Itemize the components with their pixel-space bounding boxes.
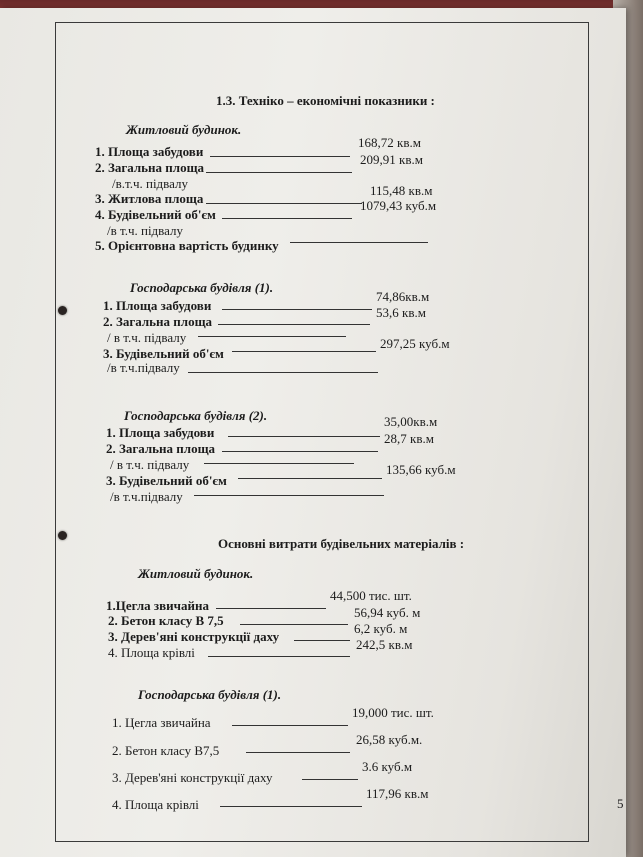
row-value: 35,00кв.м	[384, 414, 438, 429]
section-title: Основні витрати будівельних матеріалів :	[218, 536, 465, 551]
fill-line	[232, 351, 376, 352]
row-label: 2. Загальна площа	[103, 314, 213, 329]
fill-line	[222, 309, 372, 310]
punch-hole	[58, 531, 67, 540]
subsection-heading: Житловий будинок.	[138, 566, 254, 581]
row-label: 4. Будівельний об'єм	[95, 207, 216, 222]
row-value: 53,6 кв.м	[376, 305, 426, 320]
row-value: 117,96 кв.м	[366, 786, 429, 801]
fill-line	[222, 218, 352, 219]
row-label: / в т.ч. підвалу	[107, 330, 187, 345]
fill-line	[294, 640, 350, 641]
row-value: 28,7 кв.м	[384, 431, 434, 446]
subsection-heading: Господарська будівля (1).	[130, 280, 274, 295]
fill-line	[210, 156, 350, 157]
fill-line	[228, 436, 380, 437]
fill-line	[198, 336, 346, 337]
row-label: 1. Площа забудови	[103, 298, 212, 313]
row-label: 1. Площа забудови	[95, 144, 204, 159]
fill-line	[222, 451, 378, 452]
row-value: 6,2 куб. м	[354, 621, 408, 636]
document-page	[0, 8, 626, 857]
row-value: 44,500 тис. шт.	[330, 588, 412, 603]
row-label: 2. Бетон класу В 7,5	[108, 613, 224, 628]
row-value: 26,58 куб.м.	[356, 732, 423, 747]
fill-line	[216, 608, 326, 609]
row-value: 1079,43 куб.м	[360, 198, 437, 213]
section-title: 1.3. Техніко – економічні показники :	[216, 93, 435, 108]
fill-line	[208, 656, 350, 657]
subsection-heading: Житловий будинок.	[126, 122, 242, 137]
row-value: 297,25 куб.м	[380, 336, 450, 351]
fill-line	[204, 463, 354, 464]
row-label: 1.Цегла звичайна	[106, 598, 209, 613]
row-label: 1. Площа забудови	[106, 425, 215, 440]
fill-line	[246, 752, 350, 753]
fill-line	[220, 806, 362, 807]
row-label: /в т.ч.підвалу	[107, 360, 180, 375]
fill-line	[188, 372, 378, 373]
row-label: 2. Загальна площа	[106, 441, 216, 456]
row-value: 209,91 кв.м	[360, 152, 423, 167]
fill-line	[302, 779, 358, 780]
row-label: 1. Цегла звичайна	[112, 715, 211, 730]
row-value: 74,86кв.м	[376, 289, 430, 304]
fill-line	[206, 172, 352, 173]
row-label: 3. Житлова площа	[95, 191, 204, 206]
subsection-heading: Господарська будівля (2).	[124, 408, 268, 423]
row-label: 4. Площа крівлі	[108, 645, 195, 660]
row-value: 168,72 кв.м	[358, 135, 421, 150]
row-label: /в.т.ч. підвалу	[112, 176, 189, 191]
row-label: 3. Дерев'яні конструкції даху	[112, 770, 273, 785]
row-label: /в т.ч.підвалу	[110, 489, 183, 504]
row-label: 5. Орієнтовна вартість будинку	[95, 238, 279, 253]
row-value: 3.6 куб.м	[362, 759, 413, 774]
row-label: 4. Площа крівлі	[112, 797, 199, 812]
page-number: 5	[617, 796, 624, 811]
fill-line	[240, 624, 348, 625]
subsection-heading: Господарська будівля (1).	[138, 687, 282, 702]
fill-line	[238, 478, 382, 479]
row-label: /в т.ч. підвалу	[107, 223, 184, 238]
fill-line	[218, 324, 370, 325]
punch-hole	[58, 306, 67, 315]
fill-line	[232, 725, 348, 726]
fill-line	[290, 242, 428, 243]
row-value: 19,000 тис. шт.	[352, 705, 434, 720]
fill-line	[206, 203, 362, 204]
fill-line	[194, 495, 384, 496]
row-value: 115,48 кв.м	[370, 183, 433, 198]
row-value: 135,66 куб.м	[386, 462, 456, 477]
row-label: 2. Загальна площа	[95, 160, 205, 175]
row-value: 56,94 куб. м	[354, 605, 421, 620]
row-label: 3. Будівельний об'єм	[106, 473, 227, 488]
row-label: 3. Дерев'яні конструкції даху	[108, 629, 280, 644]
row-value: 242,5 кв.м	[356, 637, 413, 652]
row-label: 3. Будівельний об'єм	[103, 346, 224, 361]
row-label: / в т.ч. підвалу	[110, 457, 190, 472]
row-label: 2. Бетон класу В7,5	[112, 743, 220, 758]
